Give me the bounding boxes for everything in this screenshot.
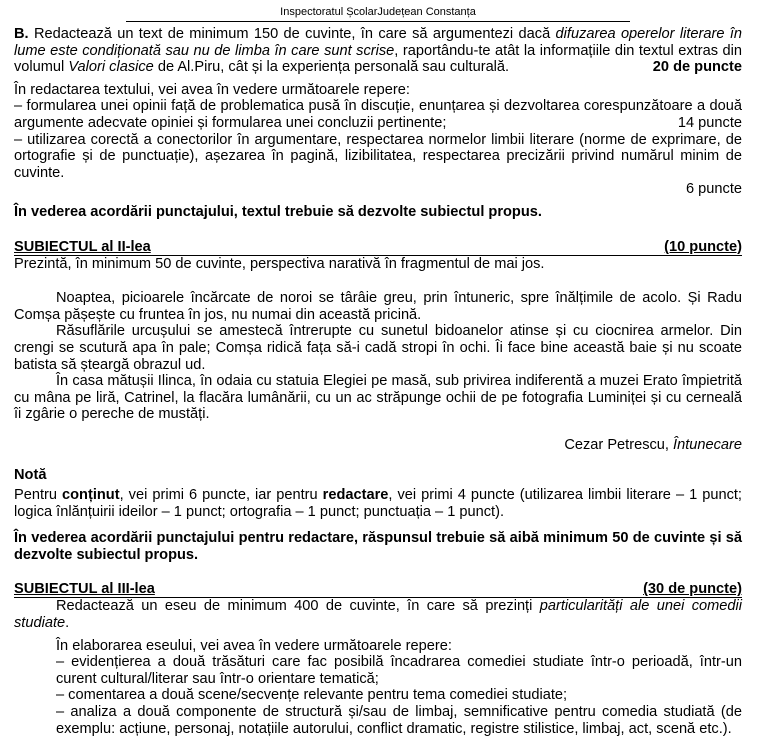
book-title: Valori clasice [68,59,154,76]
subject-3-task: Redactează un eseu de minimum 400 de cuvinte, în care să prezinți particularități ale unei comedii studiate. [14,598,743,632]
subject-2-title: SUBIECTUL al II-lea [14,238,151,255]
part-b-warning: În vederea acordării punctajului, textul trebuie să dezvolte subiectul propus. [14,203,542,220]
part-b-points: 20 de puncte [652,59,742,76]
subject-3-points: (30 de puncte) [643,581,742,598]
work-title: Întunecare [673,436,742,453]
note-text: Pentru conținut, vei primi 6 puncte, iar pentru redactare, vei primi 4 puncte (utilizarea limbii literare – 1 punct; logica înlănțuirii ideilor – 1 punct; ortografia – 1 punct; punctuația – 1 punct). [14,487,742,520]
excerpt-paragraph-1: Noaptea, picioarele încărcate de noroi se târâie greu, prin întuneric, spre înălțimile de acolo. Și Radu Comșa pășește cu fruntea în jos, nu numai din această pricină. [14,290,742,323]
requirement-2-points: 6 puncte [686,181,742,198]
subject-2-points: (10 puncte) [664,238,742,255]
subject-3-requirement-3: – analiza a două componente de structură și/sau de limbaj, semnificative pentru comedia studiată (de exemplu: acțiune, personaj, notațiile autorului, conflict dramatic, registre stilistice, limbaj, act, scenă etc.). [56,704,742,737]
exam-page [14,0,742,737]
requirement-1-points: 14 puncte [677,114,742,131]
part-b-topic: difuzarea operelor literare în lume este condiționată sau nu de limba în care sunt scrise [14,26,742,59]
note-title: Notă [14,467,47,484]
subject-2-task: Prezintă, în minimum 50 de cuvinte, perspectiva narativă în fragmentul de mai jos. [14,255,545,272]
part-b-requirements-intro: În redactarea textului, vei avea în vedere următoarele repere: [14,81,410,98]
part-b-requirement-1: – formularea unei opinii față de problematica pusă în discuție, enunțarea și dezvoltarea corespunzătoare a două argumente adecvate opiniei și formularea unei concluzii pertinente; 14 puncte [14,98,742,131]
subject-3-requirements-intro: În elaborarea eseului, vei avea în vedere următoarele repere: [56,637,452,654]
excerpt-paragraph-2: Răsuflările urcușului se amestecă întrerupte cu sunetul bidoanelor atinse și cu ciocnirea armelor. Din crengi se scutură apa în pale; Comșa ridică fața să-i cadă stropi în ochi. Îi face bine această baie și nu scoate batista să șteargă obrazul ud. [14,323,742,373]
part-b-requirement-2: – utilizarea corectă a conectorilor în argumentare, respectarea normelor limbii literare (norme de exprimare, de ortografie și de punctuație), așezarea în pagină, lizibilitatea, respectarea precizării privind numărul minim de cuvinte. [14,131,742,181]
subject-2-warning: În vederea acordării punctajului pentru redactare, răspunsul trebuie să aibă minimum 50 de cuvinte și să dezvolte subiectul propus. [14,530,742,563]
excerpt-paragraph-3: În casa mătușii Ilinca, în odaia cu statuia Elegiei pe masă, sub privirea indiferentă a muzei Erato împietrită cu mâna pe liră, Catrinel, la flacăra lumânării, cu un ac străpunge ochii de pe fotografia Luminiței și cu cerneală îi zgârie o pereche de mustăți. [14,373,742,423]
part-b-label: B. [14,26,29,42]
subject-3-requirement-2: – comentarea a două scene/secvențe relevante pentru tema comediei studiate; [56,687,568,704]
excerpt-source: Cezar Petrescu, Întunecare [564,436,742,453]
subject-3-title: SUBIECTUL al III-lea [14,581,155,598]
part-b-task: B. Redactează un text de minimum 150 de cuvinte, în care să argumentezi dacă difuzarea operelor literare în lume este condiționată sau nu de limba în care sunt scrise, raportându-te atât la informațiile din textul extras din volumul Valori clasice de Al.Piru, cât și la experiența personală sau culturală. 20 de puncte [14,26,742,76]
subject-3-topic: particularități ale unei comedii studiate [14,598,743,632]
subject-3-heading [14,581,742,598]
subject-2-heading [14,239,742,256]
page-header: Inspectoratul ȘcolarJudețean Constanța [126,0,630,22]
subject-3-requirement-1: – evidențierea a două trăsături care fac posibilă încadrarea comediei studiate într-o perioadă, într-un curent cultural/literar sau într-o orientare tematică; [56,654,742,687]
